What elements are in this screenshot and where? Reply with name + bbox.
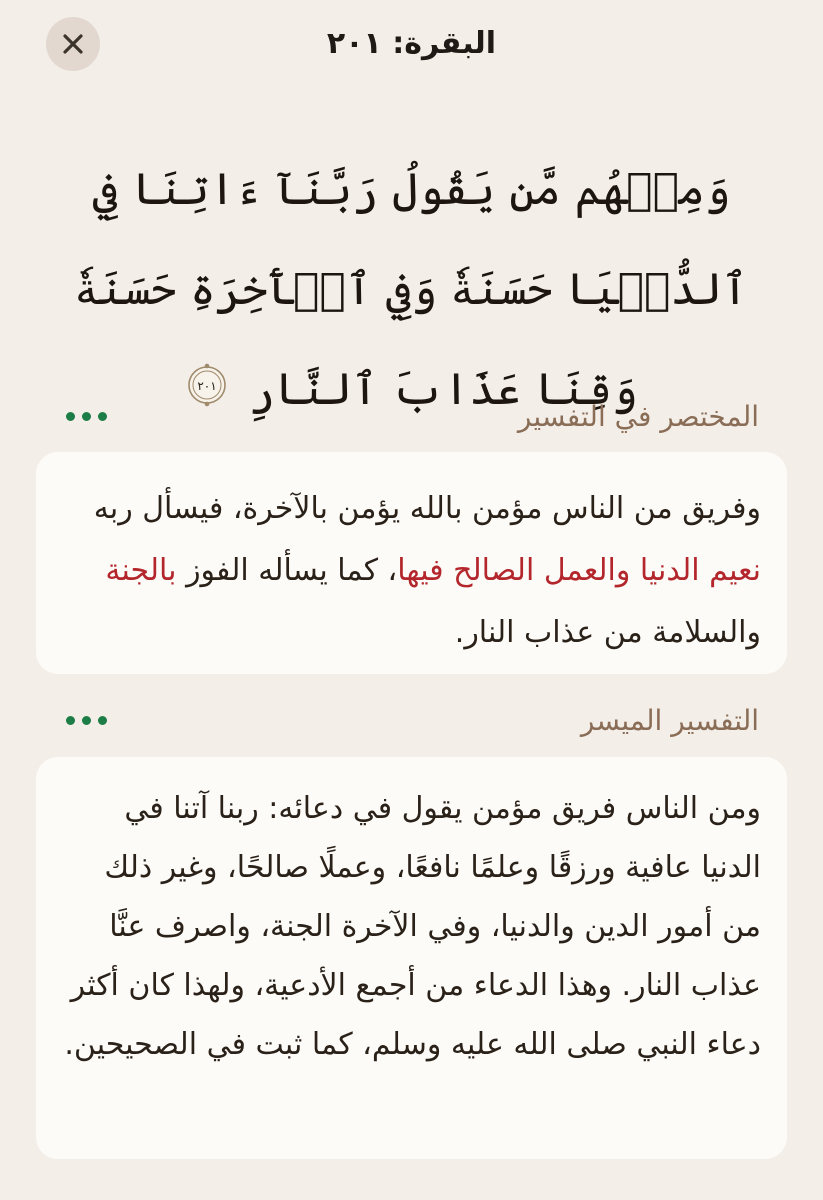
section-title: التفسير الميسر bbox=[580, 703, 759, 737]
verse-text: وَمِنۡهُم مَّن يَقُولُ رَبَّنَآ ءَاتِنَا فِي ٱلدُّنۡيَا حَسَنَةٗ وَفِي ٱلۡأٓخِرَةِ حَسَنَةٗ وَقِنَا عَذَابَ ٱلنَّارِ bbox=[75, 164, 748, 415]
tafsir-card-mukhtasar bbox=[36, 452, 787, 674]
highlight-text[interactable]: بالجنة bbox=[105, 553, 177, 588]
tafsir-text: والسلامة من عذاب النار. bbox=[454, 615, 761, 650]
tafsir-text: وفريق من الناس مؤمن بالله يؤمن بالآخرة، فيسأل ربه bbox=[93, 491, 761, 526]
verse-number: ٢٠١ bbox=[197, 378, 217, 393]
section-title: المختصر في التفسير bbox=[517, 399, 759, 433]
highlight-text[interactable]: نعيم الدنيا والعمل الصالح فيها bbox=[397, 553, 761, 588]
tafsir-card-muyassar bbox=[36, 757, 787, 1159]
section-header-mukhtasar bbox=[64, 396, 759, 436]
page-title: البقرة: ٢٠١ bbox=[326, 26, 497, 61]
section-header-muyassar bbox=[64, 700, 759, 740]
header bbox=[0, 0, 823, 92]
more-dots-icon[interactable] bbox=[64, 710, 109, 731]
more-dots-icon[interactable] bbox=[64, 406, 109, 427]
tafsir-text: ، كما يسأله الفوز bbox=[176, 553, 398, 588]
tafsir-text: ومن الناس فريق مؤمن يقول في دعائه: ربنا آتنا في الدنيا عافية ورزقًا وعلمًا نافعًا، وعملًا صالحًا، وغير ذلك من أمور الدين والدنيا، وفي الآخرة الجنة، واصرف عنَّا عذاب النار. وهذا الدعاء من أجمع الأدعية، ولهذا كان أكثر دعاء النبي صلى الله عليه وسلم، كما ثبت في الصحيحين. bbox=[64, 791, 761, 1062]
